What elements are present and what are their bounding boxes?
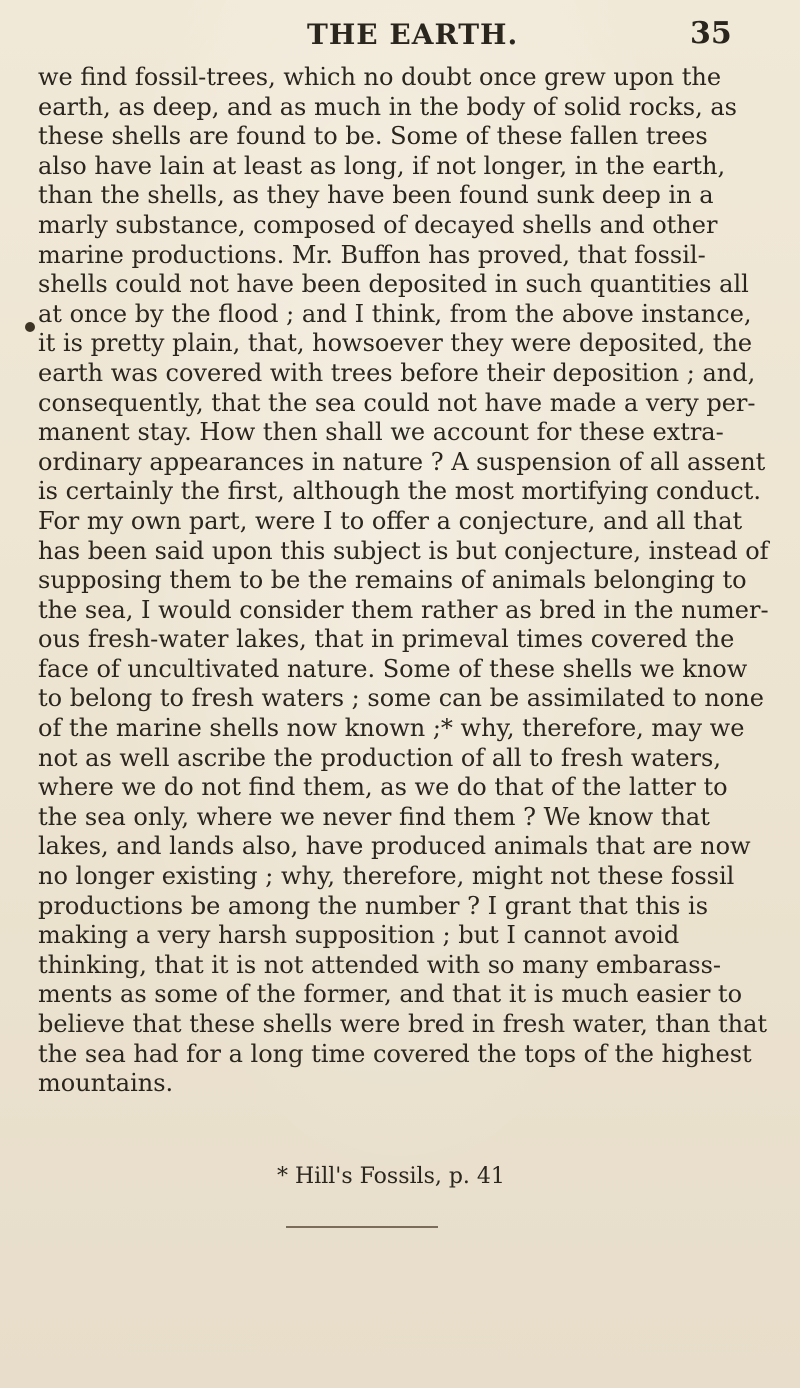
text-line	[38, 862, 768, 892]
text-line-content: mountains.	[38, 1069, 174, 1098]
text-line	[38, 300, 768, 330]
text-line	[38, 596, 768, 626]
text-line-content: at once by the flood ; and I think, from the above instance,	[38, 299, 752, 328]
text-line	[38, 122, 768, 152]
text-line-content: these shells are found to be. Some of these fallen trees	[38, 122, 708, 151]
text-line-content: ous fresh-water lakes, that in primeval times covered the	[38, 625, 735, 654]
text-line-content: to belong to fresh waters ; some can be assimilated to none	[38, 684, 764, 713]
text-line	[38, 892, 768, 922]
text-line-content: For my own part, were I to offer a conjecture, and all that	[38, 506, 743, 535]
text-line-content: is certainly the first, although the most mortifying conduct.	[38, 477, 761, 506]
text-line	[38, 418, 768, 448]
text-line	[38, 566, 768, 596]
text-line	[38, 389, 768, 419]
text-line-content: it is pretty plain, that, howsoever they were deposited, the	[38, 329, 753, 358]
text-line	[38, 181, 768, 211]
text-line-content: the sea only, where we never find them ? We know that	[38, 802, 710, 831]
text-line	[38, 329, 768, 359]
text-line	[38, 93, 768, 123]
text-line	[38, 655, 768, 685]
text-line-content: where we do not find them, as we do that of the latter to	[38, 773, 728, 802]
text-line	[38, 803, 768, 833]
footnote: * Hill's Fossils, p. 41	[277, 1164, 505, 1189]
text-line	[38, 477, 768, 507]
running-head: THE EARTH.	[307, 18, 519, 51]
text-line	[38, 951, 768, 981]
text-line-content: consequently, that the sea could not have made a very per-	[38, 388, 756, 417]
text-line	[38, 1069, 768, 1099]
text-line	[38, 1040, 768, 1070]
text-line-content: marly substance, composed of decayed shells and other	[38, 210, 718, 239]
text-line-content: the sea had for a long time covered the tops of the highest	[38, 1039, 752, 1068]
page-header	[0, 18, 800, 58]
text-line-content: also have lain at least as long, if not longer, in the earth,	[38, 151, 726, 180]
text-line-content: productions be among the number ? I grant that this is	[38, 891, 709, 920]
text-line	[38, 684, 768, 714]
text-line	[38, 270, 768, 300]
text-line-content: thinking, that it is not attended with so many embarass-	[38, 950, 721, 979]
text-line	[38, 448, 768, 478]
text-line-content: face of uncultivated nature. Some of these shells we know	[38, 654, 748, 683]
margin-mark	[25, 322, 35, 332]
text-line	[38, 359, 768, 389]
text-line	[38, 507, 768, 537]
text-line-content: lakes, and lands also, have produced animals that are now	[38, 832, 751, 861]
text-line	[38, 773, 768, 803]
text-line-content: we find fossil-trees, which no doubt once grew upon the	[38, 63, 722, 91]
text-line	[38, 980, 768, 1010]
text-line	[38, 714, 768, 744]
text-line-content: believe that these shells were bred in fresh water, than that	[38, 1010, 768, 1038]
text-line	[38, 537, 768, 567]
text-line	[38, 1010, 768, 1040]
text-line-content: ments as some of the former, and that it is much easier to	[38, 980, 743, 1009]
text-line	[38, 744, 768, 774]
text-line-content: has been said upon this subject is but conjecture, instead of	[38, 536, 769, 565]
text-line	[38, 921, 768, 951]
text-line	[38, 241, 768, 271]
footnote-rule	[286, 1226, 438, 1228]
text-line-content: the sea, I would consider them rather as bred in the numer-	[38, 595, 769, 624]
page-number: 35	[690, 16, 732, 51]
text-line-content: supposing them to be the remains of animals belonging to	[38, 566, 747, 595]
text-line-content: manent stay. How then shall we account for these extra-	[38, 418, 724, 447]
text-line-content: marine productions. Mr. Buffon has proved, that fossil-	[38, 240, 706, 269]
text-line-content: no longer existing ; why, therefore, might not these fossil	[38, 862, 735, 891]
text-line	[38, 63, 768, 93]
text-line	[38, 832, 768, 862]
text-line	[38, 152, 768, 182]
text-line-content: ordinary appearances in nature ? A suspension of all assent	[38, 447, 766, 476]
text-line-content: earth was covered with trees before their deposition ; and,	[38, 358, 756, 387]
text-line-content: not as well ascribe the production of all to fresh waters,	[38, 743, 721, 772]
text-line	[38, 211, 768, 241]
text-line-content: making a very harsh supposition ; but I cannot avoid	[38, 921, 680, 950]
text-line	[38, 625, 768, 655]
body-text	[38, 63, 768, 1099]
text-line-content: earth, as deep, and as much in the body of solid rocks, as	[38, 92, 737, 121]
text-line-content: shells could not have been deposited in such quantities all	[38, 270, 749, 299]
text-line-content: than the shells, as they have been found sunk deep in a	[38, 181, 714, 210]
text-line-content: of the marine shells now known ;* why, therefore, may we	[38, 714, 745, 743]
